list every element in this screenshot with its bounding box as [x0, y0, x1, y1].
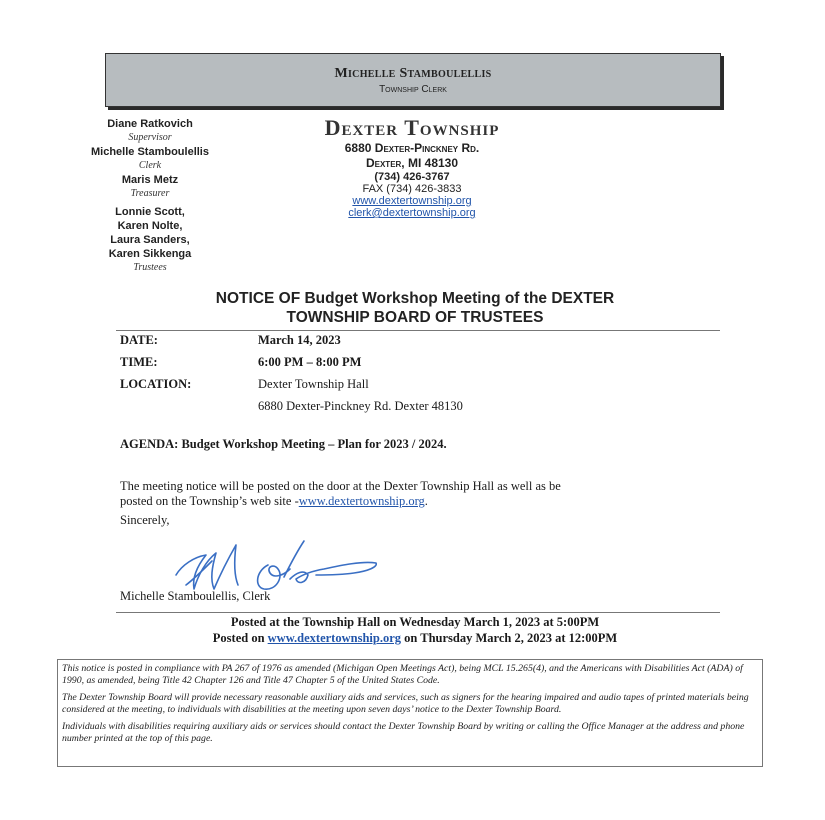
title-divider	[116, 330, 720, 331]
official-role: Supervisor	[128, 132, 172, 143]
clerk-banner	[105, 53, 721, 107]
office-phone: (734) 426-3767	[374, 171, 450, 183]
agenda: AGENDA: Budget Workshop Meeting – Plan for 2023 / 2024.	[120, 437, 447, 451]
official-role: Clerk	[138, 160, 162, 171]
office-address-line1: 6880 Dexter-Pinckney Rd.	[344, 141, 480, 155]
office-fax: FAX (734) 426-3833	[362, 183, 462, 195]
trustee-name: Lonnie Scott,	[115, 206, 185, 218]
paragraph-line1: The meeting notice will be posted on the door at the Dexter Township Hall as well as be	[120, 479, 561, 493]
time-row	[120, 355, 463, 377]
posted-website-link[interactable]: www.dextertownship.org	[267, 631, 401, 645]
trustee-name: Karen Sikkenga	[108, 248, 192, 260]
township-name: Dexter Township	[324, 115, 500, 140]
email-link[interactable]: clerk@dextertownship.org	[348, 207, 476, 219]
official-role: Treasurer	[130, 188, 170, 199]
location-row	[120, 377, 463, 399]
officials-list	[52, 117, 248, 275]
notice-title-line2: TOWNSHIP BOARD OF TRUSTEES	[286, 309, 544, 326]
legal-paragraph: Individuals with disabilities requiring auxiliary aids or services should contact the Dexter Township Board by writing or calling the Office Manager at the address and phone number printed at the top of this page.	[62, 721, 745, 744]
location-label: LOCATION:	[120, 377, 192, 391]
date-value: March 14, 2023	[258, 333, 341, 347]
banner-clerk-title: Township Clerk	[379, 84, 447, 95]
official-name: Diane Ratkovich	[107, 118, 193, 130]
location-value-line2: 6880 Dexter-Pinckney Rd. Dexter 48130	[258, 399, 463, 413]
posted-web	[110, 630, 720, 646]
paragraph-line2-prefix: posted on the Township’s web site -	[120, 494, 299, 508]
date-row	[120, 333, 463, 355]
office-letterhead	[262, 115, 562, 219]
posting-paragraph	[120, 479, 720, 509]
official-name: Maris Metz	[121, 174, 179, 186]
signer-name: Michelle Stamboulellis, Clerk	[120, 589, 271, 603]
closing: Sincerely,	[120, 513, 170, 527]
date-label: DATE:	[120, 333, 158, 347]
legal-paragraph: The Dexter Township Board will provide necessary reasonable auxiliary aids and services, such as signers for the hearing impaired and audio tapes of printed materials being considered at the meeting, to individuals with disabilities at the meeting upon seven days’ notice to the Dexter Township Board.	[62, 692, 749, 715]
notice-title-line1: NOTICE OF Budget Workshop Meeting of the DEXTER	[215, 290, 615, 307]
paragraph-line2-suffix: .	[424, 494, 428, 508]
banner-clerk-name: Michelle Stamboulellis	[334, 66, 492, 81]
time-value: 6:00 PM – 8:00 PM	[258, 355, 362, 369]
official-name: Michelle Stamboulellis	[91, 146, 209, 158]
posting-info	[110, 614, 720, 646]
posted-web-suffix: on Thursday March 2, 2023 at 12:00PM	[401, 631, 618, 645]
notice-title	[110, 289, 720, 327]
website-link[interactable]: www.dextertownship.org	[352, 195, 472, 207]
posted-web-prefix: Posted on	[212, 631, 268, 645]
signature-divider	[116, 612, 720, 613]
clerk-signature	[172, 535, 382, 595]
posted-hall: Posted at the Township Hall on Wednesday March 1, 2023 at 5:00PM	[230, 615, 600, 629]
time-label: TIME:	[120, 355, 158, 369]
legal-notice-box	[57, 659, 763, 767]
trustee-name: Laura Sanders,	[110, 234, 190, 246]
meeting-details	[120, 333, 463, 421]
trustees-role: Trustees	[133, 262, 167, 273]
trustee-name: Karen Nolte,	[117, 220, 183, 232]
office-address-line2: Dexter, MI 48130	[365, 156, 459, 170]
paragraph-line2	[120, 494, 720, 509]
legal-paragraph: This notice is posted in compliance with PA 267 of 1976 as amended (Michigan Open Meetings Act), being MCL 15.265(4), and the Americans with Disabilities Act (ADA) of 1990, as amended, being Title 42 Chapter 126 and Title 47 Chapter 5 of the United States Code.	[62, 663, 743, 686]
location-value-line1: Dexter Township Hall	[258, 377, 369, 391]
paragraph-website-link[interactable]: www.dextertownship.org	[298, 494, 425, 508]
location-row-2	[120, 399, 463, 421]
